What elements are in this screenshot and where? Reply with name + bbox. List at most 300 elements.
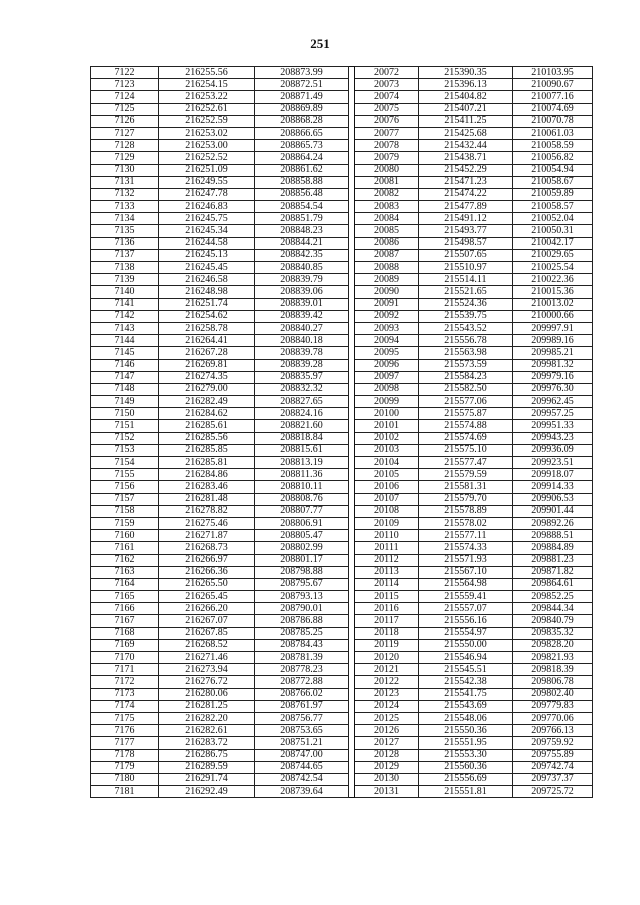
x-coord-left-cell: 216267.85 (159, 627, 255, 639)
point-id-left-cell: 7160 (91, 530, 159, 542)
x-coord-right-cell: 215584.23 (419, 371, 513, 383)
y-coord-right-cell: 210058.57 (513, 201, 593, 213)
y-coord-right-cell: 210077.16 (513, 91, 593, 103)
y-coord-left-cell: 208839.42 (255, 310, 349, 322)
x-coord-left-cell: 216253.22 (159, 91, 255, 103)
x-coord-left-cell: 216266.97 (159, 554, 255, 566)
y-coord-right-cell: 210052.04 (513, 213, 593, 225)
x-coord-left-cell: 216245.75 (159, 213, 255, 225)
point-id-right-cell: 20091 (355, 298, 419, 310)
x-coord-right-cell: 215543.52 (419, 322, 513, 334)
x-coord-right-cell: 215579.59 (419, 469, 513, 481)
point-id-right-cell: 20074 (355, 91, 419, 103)
point-id-right-cell: 20124 (355, 700, 419, 712)
table-row (91, 469, 593, 481)
table-row (91, 786, 593, 798)
point-id-left-cell: 7178 (91, 749, 159, 761)
point-id-left-cell: 7135 (91, 225, 159, 237)
y-coord-right-cell: 209725.72 (513, 786, 593, 798)
table-row (91, 749, 593, 761)
table-row (91, 140, 593, 152)
point-id-left-cell: 7147 (91, 371, 159, 383)
x-coord-left-cell: 216252.52 (159, 152, 255, 164)
x-coord-left-cell: 216285.85 (159, 444, 255, 456)
x-coord-left-cell: 216285.81 (159, 457, 255, 469)
x-coord-left-cell: 216283.72 (159, 737, 255, 749)
table-row (91, 152, 593, 164)
x-coord-left-cell: 216266.20 (159, 603, 255, 615)
point-id-left-cell: 7136 (91, 237, 159, 249)
point-id-right-cell: 20128 (355, 749, 419, 761)
y-coord-right-cell: 209742.74 (513, 761, 593, 773)
point-id-left-cell: 7174 (91, 700, 159, 712)
table-row (91, 67, 593, 79)
y-coord-left-cell: 208839.01 (255, 298, 349, 310)
y-coord-right-cell: 209936.09 (513, 444, 593, 456)
y-coord-left-cell: 208807.77 (255, 505, 349, 517)
y-coord-left-cell: 208832.32 (255, 383, 349, 395)
x-coord-right-cell: 215574.69 (419, 432, 513, 444)
x-coord-right-cell: 215491.12 (419, 213, 513, 225)
y-coord-left-cell: 208785.25 (255, 627, 349, 639)
point-id-left-cell: 7169 (91, 639, 159, 651)
y-coord-left-cell: 208864.24 (255, 152, 349, 164)
y-coord-left-cell: 208761.97 (255, 700, 349, 712)
y-coord-left-cell: 208824.16 (255, 408, 349, 420)
y-coord-left-cell: 208790.01 (255, 603, 349, 615)
y-coord-right-cell: 210061.03 (513, 127, 593, 139)
x-coord-left-cell: 216266.36 (159, 566, 255, 578)
y-coord-right-cell: 209806.78 (513, 676, 593, 688)
point-id-right-cell: 20077 (355, 127, 419, 139)
x-coord-right-cell: 215578.89 (419, 505, 513, 517)
point-id-right-cell: 20111 (355, 542, 419, 554)
table-row (91, 201, 593, 213)
x-coord-left-cell: 216248.98 (159, 286, 255, 298)
x-coord-right-cell: 215574.88 (419, 420, 513, 432)
y-coord-left-cell: 208753.65 (255, 725, 349, 737)
y-coord-left-cell: 208772.88 (255, 676, 349, 688)
y-coord-left-cell: 208808.76 (255, 493, 349, 505)
x-coord-left-cell: 216245.34 (159, 225, 255, 237)
x-coord-left-cell: 216246.83 (159, 201, 255, 213)
x-coord-left-cell: 216251.74 (159, 298, 255, 310)
x-coord-left-cell: 216268.52 (159, 639, 255, 651)
point-id-left-cell: 7170 (91, 652, 159, 664)
x-coord-right-cell: 215550.00 (419, 639, 513, 651)
point-id-right-cell: 20102 (355, 432, 419, 444)
point-id-left-cell: 7166 (91, 603, 159, 615)
table-row (91, 554, 593, 566)
x-coord-right-cell: 215404.82 (419, 91, 513, 103)
point-id-right-cell: 20082 (355, 188, 419, 200)
point-id-right-cell: 20072 (355, 67, 419, 79)
y-coord-left-cell: 208747.00 (255, 749, 349, 761)
x-coord-left-cell: 216289.59 (159, 761, 255, 773)
x-coord-right-cell: 215411.25 (419, 115, 513, 127)
y-coord-right-cell: 209997.91 (513, 322, 593, 334)
x-coord-left-cell: 216264.41 (159, 335, 255, 347)
y-coord-right-cell: 209976.30 (513, 383, 593, 395)
point-id-left-cell: 7138 (91, 262, 159, 274)
y-coord-left-cell: 208865.73 (255, 140, 349, 152)
table-row (91, 530, 593, 542)
y-coord-left-cell: 208805.47 (255, 530, 349, 542)
point-id-left-cell: 7140 (91, 286, 159, 298)
point-id-right-cell: 20080 (355, 164, 419, 176)
point-id-left-cell: 7162 (91, 554, 159, 566)
x-coord-right-cell: 215554.97 (419, 627, 513, 639)
table-row (91, 700, 593, 712)
x-coord-right-cell: 215571.93 (419, 554, 513, 566)
y-coord-left-cell: 208872.51 (255, 79, 349, 91)
x-coord-left-cell: 216282.49 (159, 396, 255, 408)
table-row (91, 517, 593, 529)
x-coord-right-cell: 215550.36 (419, 725, 513, 737)
point-id-right-cell: 20088 (355, 262, 419, 274)
y-coord-right-cell: 210058.59 (513, 140, 593, 152)
x-coord-left-cell: 216292.49 (159, 786, 255, 798)
y-coord-right-cell: 209852.25 (513, 591, 593, 603)
y-coord-right-cell: 210070.78 (513, 115, 593, 127)
table-row (91, 615, 593, 627)
point-id-right-cell: 20126 (355, 725, 419, 737)
point-id-left-cell: 7158 (91, 505, 159, 517)
y-coord-right-cell: 209821.93 (513, 652, 593, 664)
coordinate-table-body (91, 67, 593, 798)
point-id-left-cell: 7167 (91, 615, 159, 627)
point-id-left-cell: 7142 (91, 310, 159, 322)
table-row (91, 420, 593, 432)
x-coord-left-cell: 216274.35 (159, 371, 255, 383)
y-coord-left-cell: 208839.79 (255, 274, 349, 286)
y-coord-left-cell: 208839.28 (255, 359, 349, 371)
x-coord-left-cell: 216278.82 (159, 505, 255, 517)
point-id-right-cell: 20131 (355, 786, 419, 798)
point-id-right-cell: 20090 (355, 286, 419, 298)
x-coord-right-cell: 215556.16 (419, 615, 513, 627)
point-id-right-cell: 20086 (355, 237, 419, 249)
x-coord-left-cell: 216275.46 (159, 517, 255, 529)
y-coord-left-cell: 208786.88 (255, 615, 349, 627)
point-id-right-cell: 20110 (355, 530, 419, 542)
x-coord-right-cell: 215559.41 (419, 591, 513, 603)
y-coord-left-cell: 208802.99 (255, 542, 349, 554)
table-row (91, 542, 593, 554)
x-coord-right-cell: 215545.51 (419, 664, 513, 676)
x-coord-right-cell: 215579.70 (419, 493, 513, 505)
y-coord-right-cell: 209884.89 (513, 542, 593, 554)
x-coord-left-cell: 216281.48 (159, 493, 255, 505)
point-id-right-cell: 20089 (355, 274, 419, 286)
point-id-right-cell: 20079 (355, 152, 419, 164)
point-id-left-cell: 7145 (91, 347, 159, 359)
x-coord-right-cell: 215396.13 (419, 79, 513, 91)
table-row (91, 688, 593, 700)
x-coord-right-cell: 215573.59 (419, 359, 513, 371)
point-id-right-cell: 20125 (355, 712, 419, 724)
table-row (91, 444, 593, 456)
point-id-left-cell: 7157 (91, 493, 159, 505)
x-coord-right-cell: 215425.68 (419, 127, 513, 139)
table-row (91, 737, 593, 749)
point-id-left-cell: 7151 (91, 420, 159, 432)
x-coord-left-cell: 216249.55 (159, 176, 255, 188)
y-coord-left-cell: 208801.17 (255, 554, 349, 566)
y-coord-left-cell: 208827.65 (255, 396, 349, 408)
point-id-left-cell: 7144 (91, 335, 159, 347)
point-id-right-cell: 20075 (355, 103, 419, 115)
table-row (91, 237, 593, 249)
table-row (91, 408, 593, 420)
x-coord-left-cell: 216282.61 (159, 725, 255, 737)
x-coord-left-cell: 216279.00 (159, 383, 255, 395)
y-coord-left-cell: 208839.78 (255, 347, 349, 359)
y-coord-right-cell: 210103.95 (513, 67, 593, 79)
point-id-left-cell: 7171 (91, 664, 159, 676)
x-coord-left-cell: 216255.56 (159, 67, 255, 79)
point-id-right-cell: 20105 (355, 469, 419, 481)
x-coord-right-cell: 215546.94 (419, 652, 513, 664)
x-coord-left-cell: 216284.62 (159, 408, 255, 420)
table-row (91, 225, 593, 237)
point-id-left-cell: 7149 (91, 396, 159, 408)
y-coord-right-cell: 209844.34 (513, 603, 593, 615)
table-row (91, 164, 593, 176)
x-coord-right-cell: 215578.02 (419, 517, 513, 529)
x-coord-left-cell: 216252.61 (159, 103, 255, 115)
y-coord-right-cell: 209871.82 (513, 566, 593, 578)
x-coord-right-cell: 215438.71 (419, 152, 513, 164)
table-row (91, 249, 593, 261)
y-coord-left-cell: 208815.61 (255, 444, 349, 456)
x-coord-left-cell: 216254.62 (159, 310, 255, 322)
x-coord-right-cell: 215543.69 (419, 700, 513, 712)
y-coord-right-cell: 209914.33 (513, 481, 593, 493)
x-coord-right-cell: 215432.44 (419, 140, 513, 152)
point-id-left-cell: 7137 (91, 249, 159, 261)
point-id-left-cell: 7156 (91, 481, 159, 493)
point-id-right-cell: 20106 (355, 481, 419, 493)
x-coord-right-cell: 215498.57 (419, 237, 513, 249)
x-coord-right-cell: 215581.31 (419, 481, 513, 493)
point-id-left-cell: 7161 (91, 542, 159, 554)
point-id-right-cell: 20120 (355, 652, 419, 664)
y-coord-right-cell: 209981.32 (513, 359, 593, 371)
table-row (91, 773, 593, 785)
point-id-right-cell: 20095 (355, 347, 419, 359)
x-coord-left-cell: 216246.58 (159, 274, 255, 286)
y-coord-left-cell: 208744.65 (255, 761, 349, 773)
y-coord-right-cell: 210013.02 (513, 298, 593, 310)
table-row (91, 664, 593, 676)
table-row (91, 457, 593, 469)
x-coord-right-cell: 215551.81 (419, 786, 513, 798)
point-id-left-cell: 7143 (91, 322, 159, 334)
point-id-right-cell: 20114 (355, 578, 419, 590)
y-coord-right-cell: 210090.67 (513, 79, 593, 91)
point-id-right-cell: 20115 (355, 591, 419, 603)
y-coord-left-cell: 208811.36 (255, 469, 349, 481)
y-coord-right-cell: 209985.21 (513, 347, 593, 359)
x-coord-right-cell: 215574.33 (419, 542, 513, 554)
point-id-left-cell: 7163 (91, 566, 159, 578)
point-id-left-cell: 7130 (91, 164, 159, 176)
y-coord-right-cell: 210000.66 (513, 310, 593, 322)
point-id-right-cell: 20117 (355, 615, 419, 627)
y-coord-right-cell: 209737.37 (513, 773, 593, 785)
point-id-left-cell: 7148 (91, 383, 159, 395)
y-coord-left-cell: 208840.27 (255, 322, 349, 334)
x-coord-left-cell: 216268.73 (159, 542, 255, 554)
y-coord-left-cell: 208835.97 (255, 371, 349, 383)
point-id-right-cell: 20092 (355, 310, 419, 322)
point-id-left-cell: 7155 (91, 469, 159, 481)
x-coord-left-cell: 216245.45 (159, 262, 255, 274)
x-coord-right-cell: 215542.38 (419, 676, 513, 688)
y-coord-left-cell: 208840.85 (255, 262, 349, 274)
x-coord-right-cell: 215548.06 (419, 712, 513, 724)
y-coord-right-cell: 209864.61 (513, 578, 593, 590)
y-coord-right-cell: 210074.69 (513, 103, 593, 115)
x-coord-left-cell: 216244.58 (159, 237, 255, 249)
x-coord-right-cell: 215564.98 (419, 578, 513, 590)
y-coord-right-cell: 209766.13 (513, 725, 593, 737)
y-coord-right-cell: 209759.92 (513, 737, 593, 749)
x-coord-right-cell: 215452.29 (419, 164, 513, 176)
table-row (91, 371, 593, 383)
y-coord-right-cell: 209802.40 (513, 688, 593, 700)
point-id-right-cell: 20107 (355, 493, 419, 505)
y-coord-right-cell: 210042.17 (513, 237, 593, 249)
y-coord-right-cell: 209962.45 (513, 396, 593, 408)
x-coord-right-cell: 215556.69 (419, 773, 513, 785)
x-coord-right-cell: 215563.98 (419, 347, 513, 359)
y-coord-left-cell: 208742.54 (255, 773, 349, 785)
y-coord-right-cell: 210050.31 (513, 225, 593, 237)
point-id-left-cell: 7122 (91, 67, 159, 79)
table-row (91, 493, 593, 505)
point-id-left-cell: 7134 (91, 213, 159, 225)
point-id-right-cell: 20119 (355, 639, 419, 651)
y-coord-left-cell: 208842.35 (255, 249, 349, 261)
point-id-left-cell: 7126 (91, 115, 159, 127)
point-id-right-cell: 20100 (355, 408, 419, 420)
x-coord-right-cell: 215577.06 (419, 396, 513, 408)
x-coord-right-cell: 215567.10 (419, 566, 513, 578)
y-coord-left-cell: 208848.23 (255, 225, 349, 237)
point-id-left-cell: 7123 (91, 79, 159, 91)
x-coord-right-cell: 215551.95 (419, 737, 513, 749)
x-coord-left-cell: 216267.07 (159, 615, 255, 627)
x-coord-left-cell: 216291.74 (159, 773, 255, 785)
y-coord-right-cell: 209892.26 (513, 517, 593, 529)
table-row (91, 761, 593, 773)
point-id-right-cell: 20084 (355, 213, 419, 225)
y-coord-right-cell: 210022.36 (513, 274, 593, 286)
x-coord-left-cell: 216283.46 (159, 481, 255, 493)
x-coord-left-cell: 216271.87 (159, 530, 255, 542)
x-coord-right-cell: 215575.87 (419, 408, 513, 420)
y-coord-left-cell: 208795.67 (255, 578, 349, 590)
point-id-left-cell: 7172 (91, 676, 159, 688)
point-id-right-cell: 20122 (355, 676, 419, 688)
point-id-left-cell: 7176 (91, 725, 159, 737)
point-id-left-cell: 7129 (91, 152, 159, 164)
y-coord-left-cell: 208806.91 (255, 517, 349, 529)
point-id-right-cell: 20085 (355, 225, 419, 237)
y-coord-right-cell: 209828.20 (513, 639, 593, 651)
x-coord-right-cell: 215471.23 (419, 176, 513, 188)
x-coord-left-cell: 216286.75 (159, 749, 255, 761)
x-coord-left-cell: 216265.45 (159, 591, 255, 603)
x-coord-right-cell: 215390.35 (419, 67, 513, 79)
y-coord-left-cell: 208751.21 (255, 737, 349, 749)
table-row (91, 359, 593, 371)
x-coord-right-cell: 215541.75 (419, 688, 513, 700)
table-row (91, 103, 593, 115)
table-row (91, 310, 593, 322)
y-coord-right-cell: 209901.44 (513, 505, 593, 517)
table-row (91, 127, 593, 139)
y-coord-left-cell: 208839.06 (255, 286, 349, 298)
x-coord-right-cell: 215474.22 (419, 188, 513, 200)
y-coord-right-cell: 209951.33 (513, 420, 593, 432)
point-id-right-cell: 20129 (355, 761, 419, 773)
y-coord-left-cell: 208766.02 (255, 688, 349, 700)
y-coord-left-cell: 208854.54 (255, 201, 349, 213)
table-row (91, 432, 593, 444)
table-row (91, 322, 593, 334)
x-coord-left-cell: 216285.56 (159, 432, 255, 444)
y-coord-right-cell: 209906.53 (513, 493, 593, 505)
table-row (91, 603, 593, 615)
table-row (91, 481, 593, 493)
table-row (91, 79, 593, 91)
point-id-left-cell: 7168 (91, 627, 159, 639)
point-id-left-cell: 7131 (91, 176, 159, 188)
x-coord-left-cell: 216252.59 (159, 115, 255, 127)
table-row (91, 188, 593, 200)
point-id-left-cell: 7125 (91, 103, 159, 115)
y-coord-right-cell: 209888.51 (513, 530, 593, 542)
y-coord-left-cell: 208739.64 (255, 786, 349, 798)
y-coord-left-cell: 208868.28 (255, 115, 349, 127)
x-coord-left-cell: 216253.00 (159, 140, 255, 152)
y-coord-left-cell: 208821.60 (255, 420, 349, 432)
point-id-right-cell: 20096 (355, 359, 419, 371)
x-coord-right-cell: 215477.89 (419, 201, 513, 213)
y-coord-left-cell: 208869.89 (255, 103, 349, 115)
y-coord-left-cell: 208798.88 (255, 566, 349, 578)
x-coord-right-cell: 215556.78 (419, 335, 513, 347)
point-id-right-cell: 20099 (355, 396, 419, 408)
x-coord-left-cell: 216267.28 (159, 347, 255, 359)
y-coord-right-cell: 209957.25 (513, 408, 593, 420)
x-coord-left-cell: 216282.20 (159, 712, 255, 724)
table-row (91, 213, 593, 225)
point-id-right-cell: 20130 (355, 773, 419, 785)
point-id-right-cell: 20087 (355, 249, 419, 261)
x-coord-left-cell: 216251.09 (159, 164, 255, 176)
y-coord-right-cell: 210059.89 (513, 188, 593, 200)
point-id-right-cell: 20078 (355, 140, 419, 152)
table-row (91, 274, 593, 286)
x-coord-left-cell: 216245.13 (159, 249, 255, 261)
y-coord-left-cell: 208784.43 (255, 639, 349, 651)
x-coord-left-cell: 216269.81 (159, 359, 255, 371)
point-id-left-cell: 7159 (91, 517, 159, 529)
